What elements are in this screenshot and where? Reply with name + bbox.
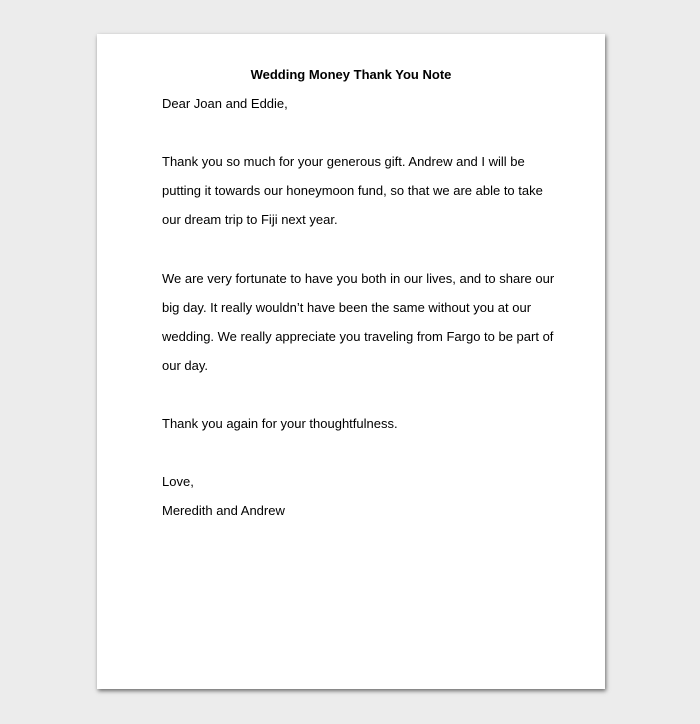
document-page (97, 34, 605, 689)
paragraph-2-line-1: We are very fortunate to have you both in our lives, and to share our (162, 271, 555, 286)
paragraph-1-line-2: putting it towards our honeymoon fund, so that we are able to take (162, 183, 543, 198)
paragraph-2-line-3: wedding. We really appreciate you traveling from Fargo to be part of (162, 329, 554, 344)
document-title: Wedding Money Thank You Note (250, 67, 452, 82)
signature: Meredith and Andrew (162, 503, 285, 518)
paragraph-2-line-4: our day. (162, 358, 209, 373)
paragraph-1-line-1: Thank you so much for your generous gift. Andrew and I will be (162, 154, 525, 169)
paragraph-1-line-3: our dream trip to Fiji next year. (162, 212, 338, 227)
closing: Love, (162, 474, 194, 489)
paragraph-3: Thank you again for your thoughtfulness. (162, 416, 398, 431)
paragraph-2-line-2: big day. It really wouldn’t have been the same without you at our (162, 300, 532, 315)
salutation: Dear Joan and Eddie, (162, 96, 288, 111)
